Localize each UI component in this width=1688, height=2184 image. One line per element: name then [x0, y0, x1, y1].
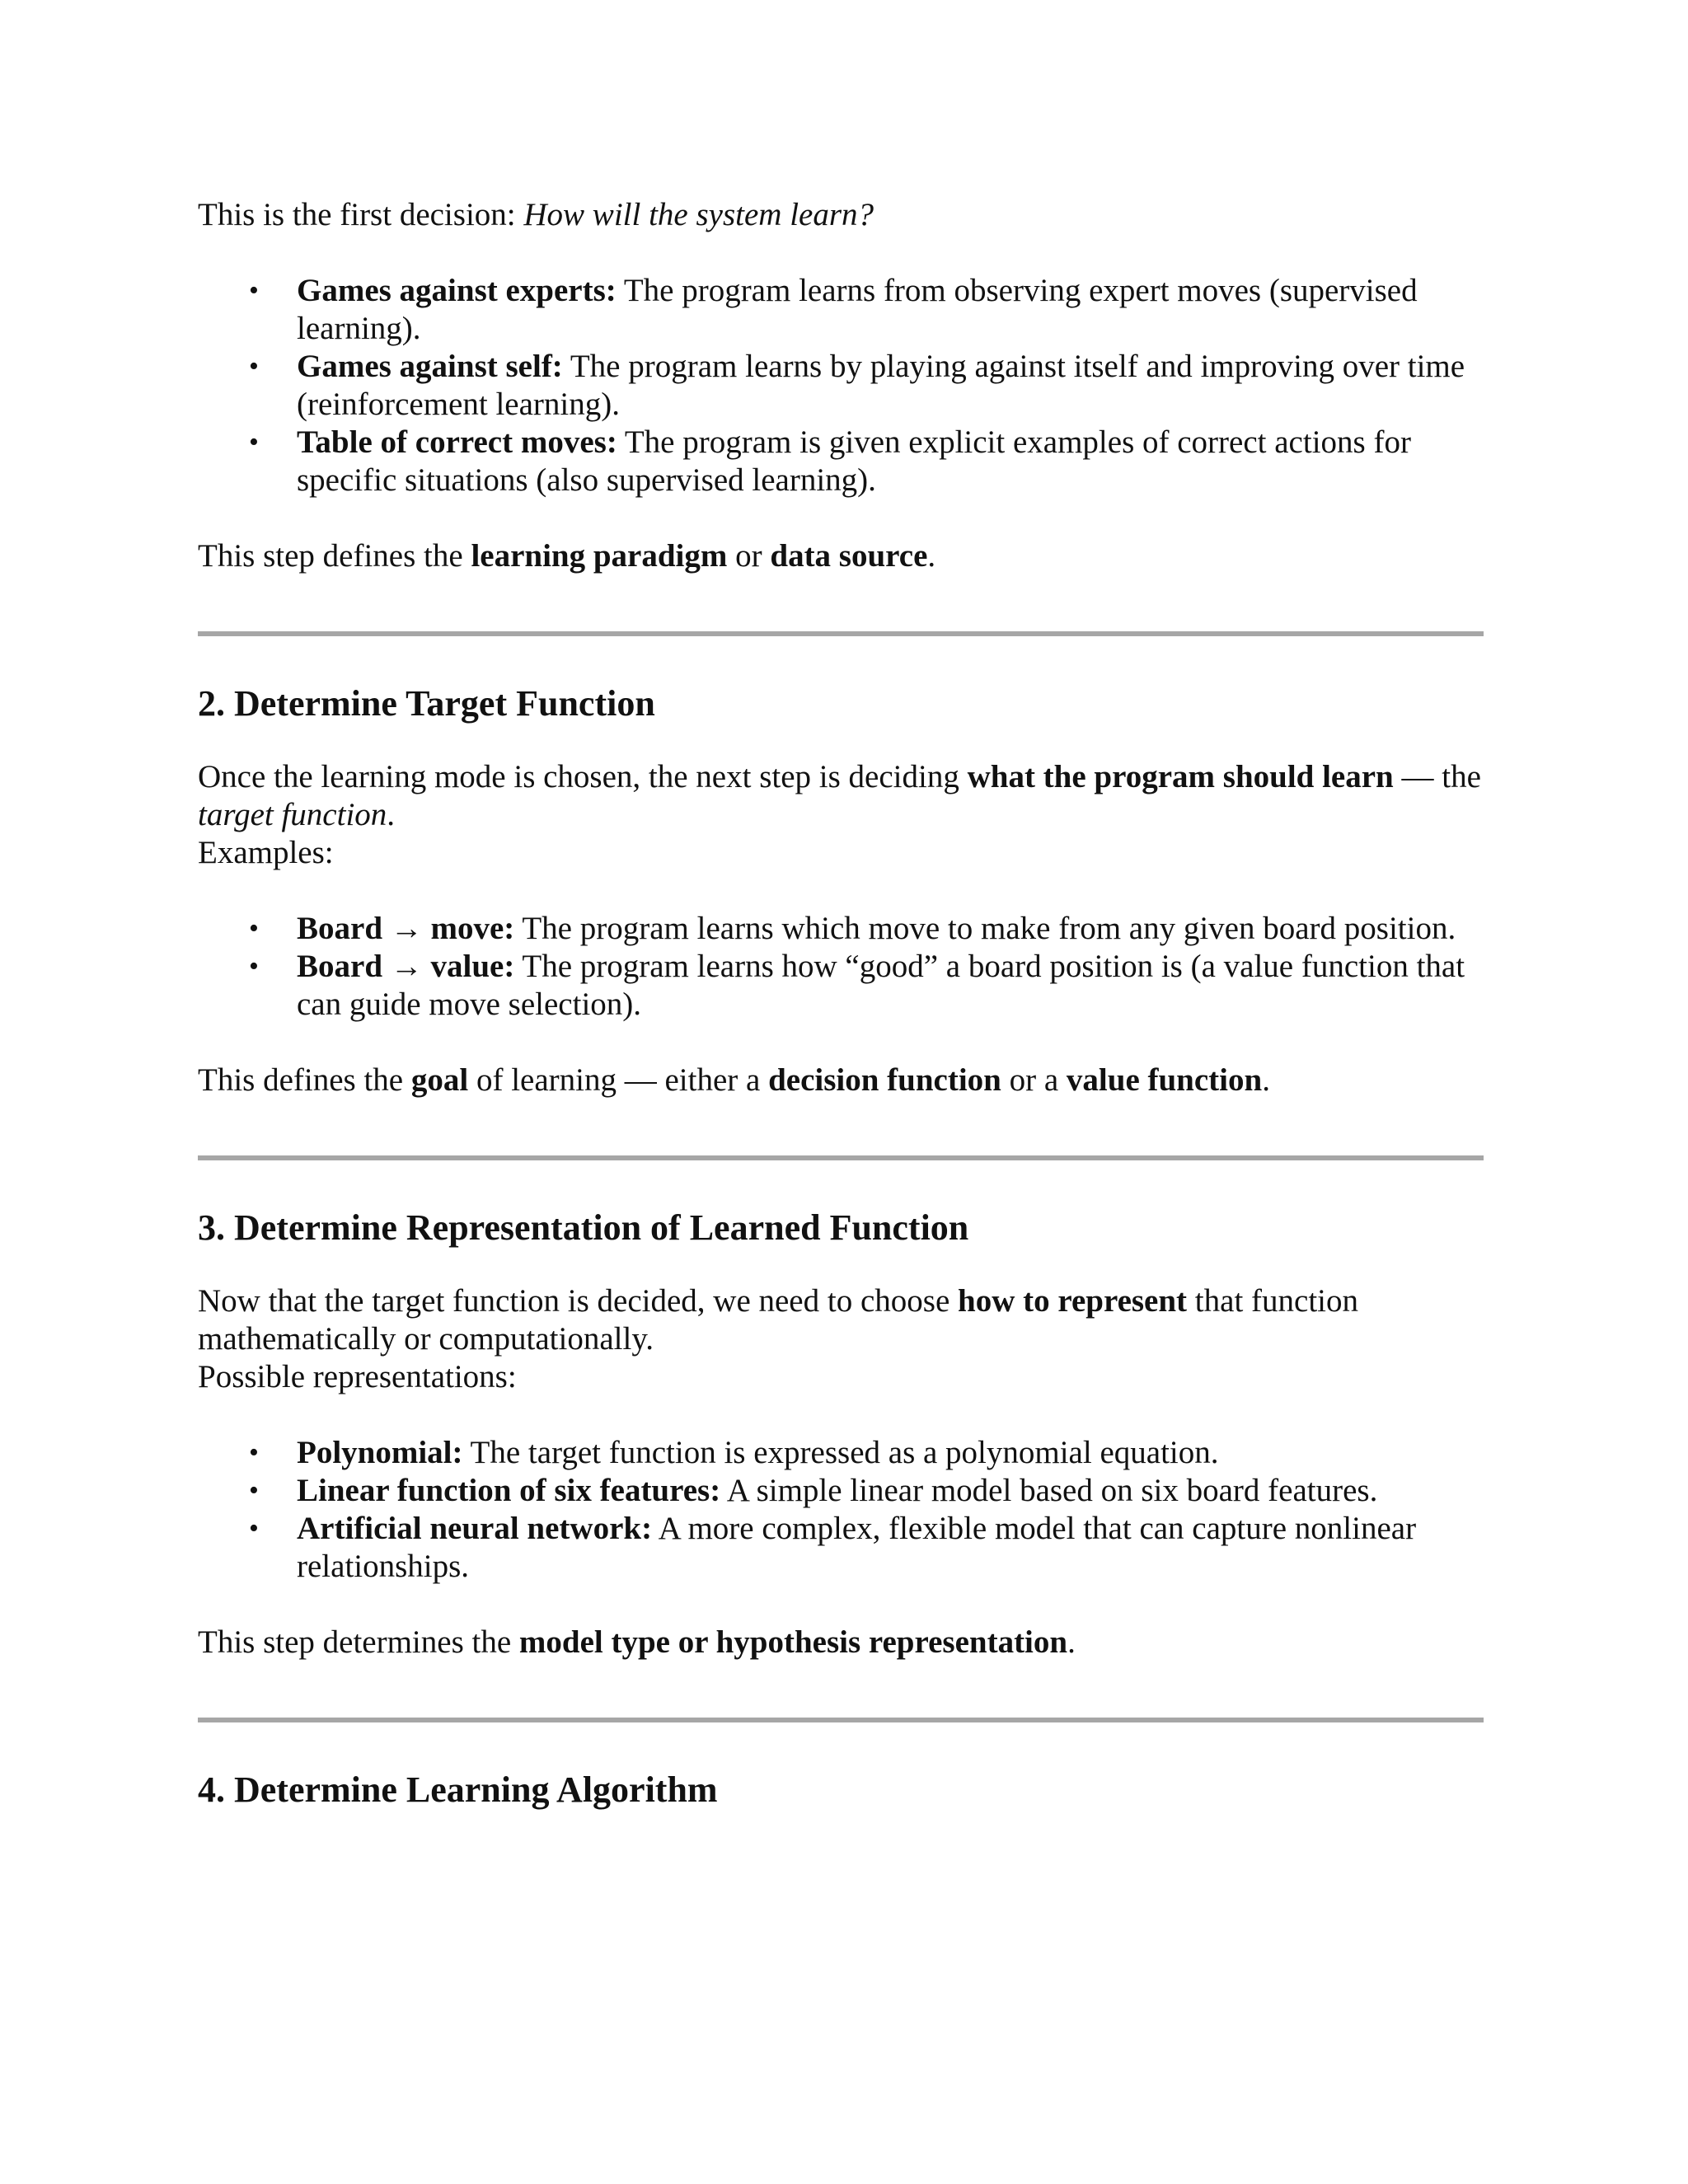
section4-heading: 4. Determine Learning Algorithm: [198, 1769, 718, 1810]
representation-list: [198, 1434, 1484, 1586]
list-item: • Artificial neural network: A more complex, flexible model that can capture nonlinear relationships.: [198, 1510, 1484, 1586]
examples-label: Examples:: [198, 835, 334, 870]
intro-question: How will the system learn?: [523, 197, 874, 232]
list-item: • Polynomial: The target function is expressed as a polynomial equation.: [198, 1434, 1484, 1472]
section3-heading: 3. Determine Representation of Learned Function: [198, 1207, 969, 1248]
section3-paragraph: Now that the target function is decided, we need to choose how to represent that function mathematically or computationally.: [198, 1283, 1358, 1357]
list-item: • Board → move: The program learns which move to make from any given board position.: [198, 910, 1484, 948]
target-function-list: [198, 910, 1484, 1024]
list-item: • Games against self: The program learns by playing against itself and improving over time (reinforcement learning).: [198, 348, 1484, 424]
section2-paragraph: Once the learning mode is chosen, the next step is deciding what the program should learn — the target function.: [198, 759, 1481, 832]
document-body: [198, 196, 1484, 1811]
section-divider: [198, 1155, 1484, 1160]
section-divider: [198, 1718, 1484, 1722]
list-item: • Linear function of six features: A simple linear model based on six board features.: [198, 1472, 1484, 1510]
section3-summary: This step determines the model type or hypothesis representation.: [198, 1624, 1076, 1660]
list-item: • Games against experts: The program learns from observing expert moves (supervised learning).: [198, 272, 1484, 348]
learning-mode-list: [198, 272, 1484, 499]
list-item: • Board → value: The program learns how “good” a board position is (a value function that can guide move selection).: [198, 948, 1484, 1024]
intro-paragraph: This is the first decision: How will the system learn?: [198, 197, 874, 232]
possible-representations-label: Possible representations:: [198, 1359, 517, 1394]
section1-summary: This step defines the learning paradigm or data source.: [198, 538, 936, 574]
section-divider: [198, 631, 1484, 636]
section2-summary: This defines the goal of learning — either a decision function or a value function.: [198, 1062, 1270, 1098]
list-item: • Table of correct moves: The program is given explicit examples of correct actions for specific situations (also supervised learning).: [198, 424, 1484, 499]
section2-heading: 2. Determine Target Function: [198, 683, 655, 724]
